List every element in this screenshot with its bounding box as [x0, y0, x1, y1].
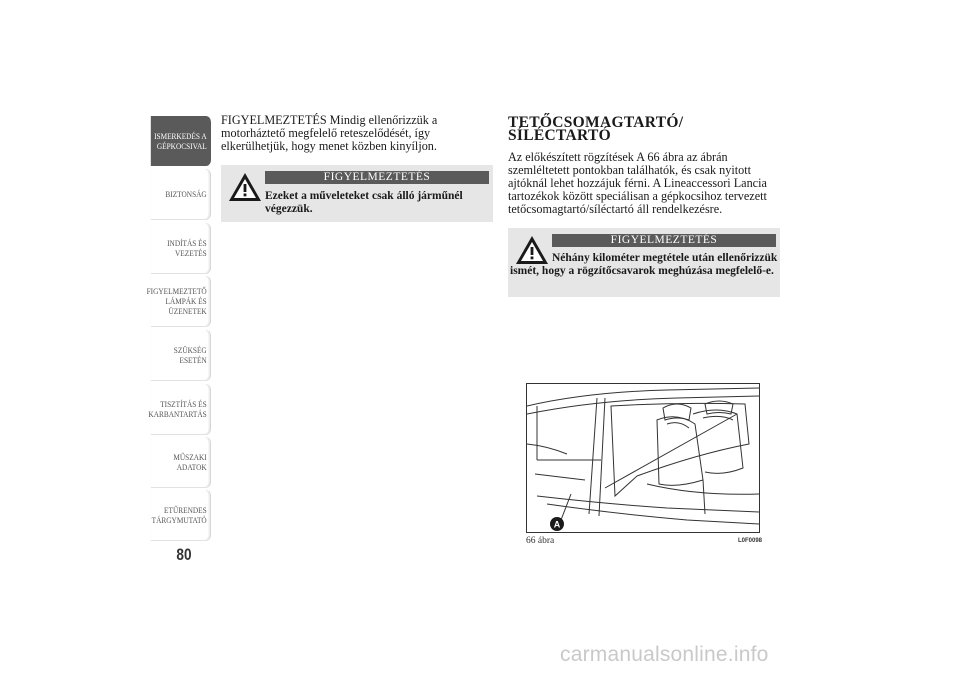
tab-muszaki[interactable] [151, 437, 211, 487]
tab-label: ISMERKEDÉS A GÉPKOCSIVAL [154, 131, 207, 151]
tab-ismerkedes[interactable] [151, 116, 211, 166]
tab-targymutato[interactable] [151, 490, 211, 540]
car-interior-illustration [527, 384, 759, 532]
warning-box [508, 228, 780, 297]
tab-label: MŰSZAKI ADATOK [173, 452, 207, 472]
tab-label: FIGYELMEZTETŐ LÁMPÁK ÉS ÜZENETEK [146, 286, 207, 316]
tab-tisztitas[interactable] [148, 384, 211, 434]
figure-code: L0F0098 [738, 538, 763, 544]
figure-caption: 66 ábra [526, 536, 555, 546]
warning-text: Ezeket a műveleteket csak álló járműnél végezzük. [265, 190, 463, 215]
tab-inditas[interactable] [151, 223, 211, 273]
page-number: 80 [176, 545, 192, 564]
figure-marker: A [553, 519, 561, 530]
warning-text: Néhány kilométer megtétele után ellenőrizzük ismét, hogy a rögzítőcsavarok meghúzása megfelelő-e. [510, 252, 778, 277]
tab-label: ETŰRENDES TÁRGYMUTATÓ [151, 505, 207, 525]
tab-label: SZÜKSÉG ESETÉN [173, 345, 207, 365]
heading-line-2: SÍLÉCTARTÓ [508, 127, 611, 144]
warning-title: FIGYELMEZTETÉS [265, 171, 489, 184]
tab-figyelmezteto[interactable] [146, 276, 211, 326]
tab-label: INDÍTÁS ÉS VEZETÉS [167, 238, 207, 258]
heading-line-1: TETŐCSOMAGTARTÓ/ [508, 114, 684, 131]
body-paragraph: Az előkészített rögzítések A 66 ábra az ábrán szemléltetett pontokban találhatók, és csak nyitott ajtóknál lehet hozzájuk férni. A Lineaccessori Lancia tartozékok között speciálisan a gépkocsihoz tervezett tetőcsomagtartó/síléctartó áll rendelkezésre. [508, 150, 767, 216]
tab-label: BIZTONSÁG [165, 189, 207, 199]
tab-label: TISZTÍTÁS ÉS KARBANTARTÁS [148, 399, 207, 419]
warning-title: FIGYELMEZTETÉS [552, 234, 776, 247]
intro-paragraph: FIGYELMEZTETÉS Mindig ellenőrizzük a motorháztető megfelelő reteszelődését, így elkerülhetjük, hogy menet közben kinyíljon. [221, 113, 438, 153]
watermark: carmanualsonline.info [560, 643, 769, 666]
tab-biztonsag[interactable] [151, 169, 211, 219]
roof-rack-figure [526, 383, 760, 533]
warning-box [221, 165, 493, 222]
tab-szukseg[interactable] [151, 330, 211, 380]
section-heading [508, 116, 778, 142]
warning-triangle-icon [227, 171, 263, 203]
